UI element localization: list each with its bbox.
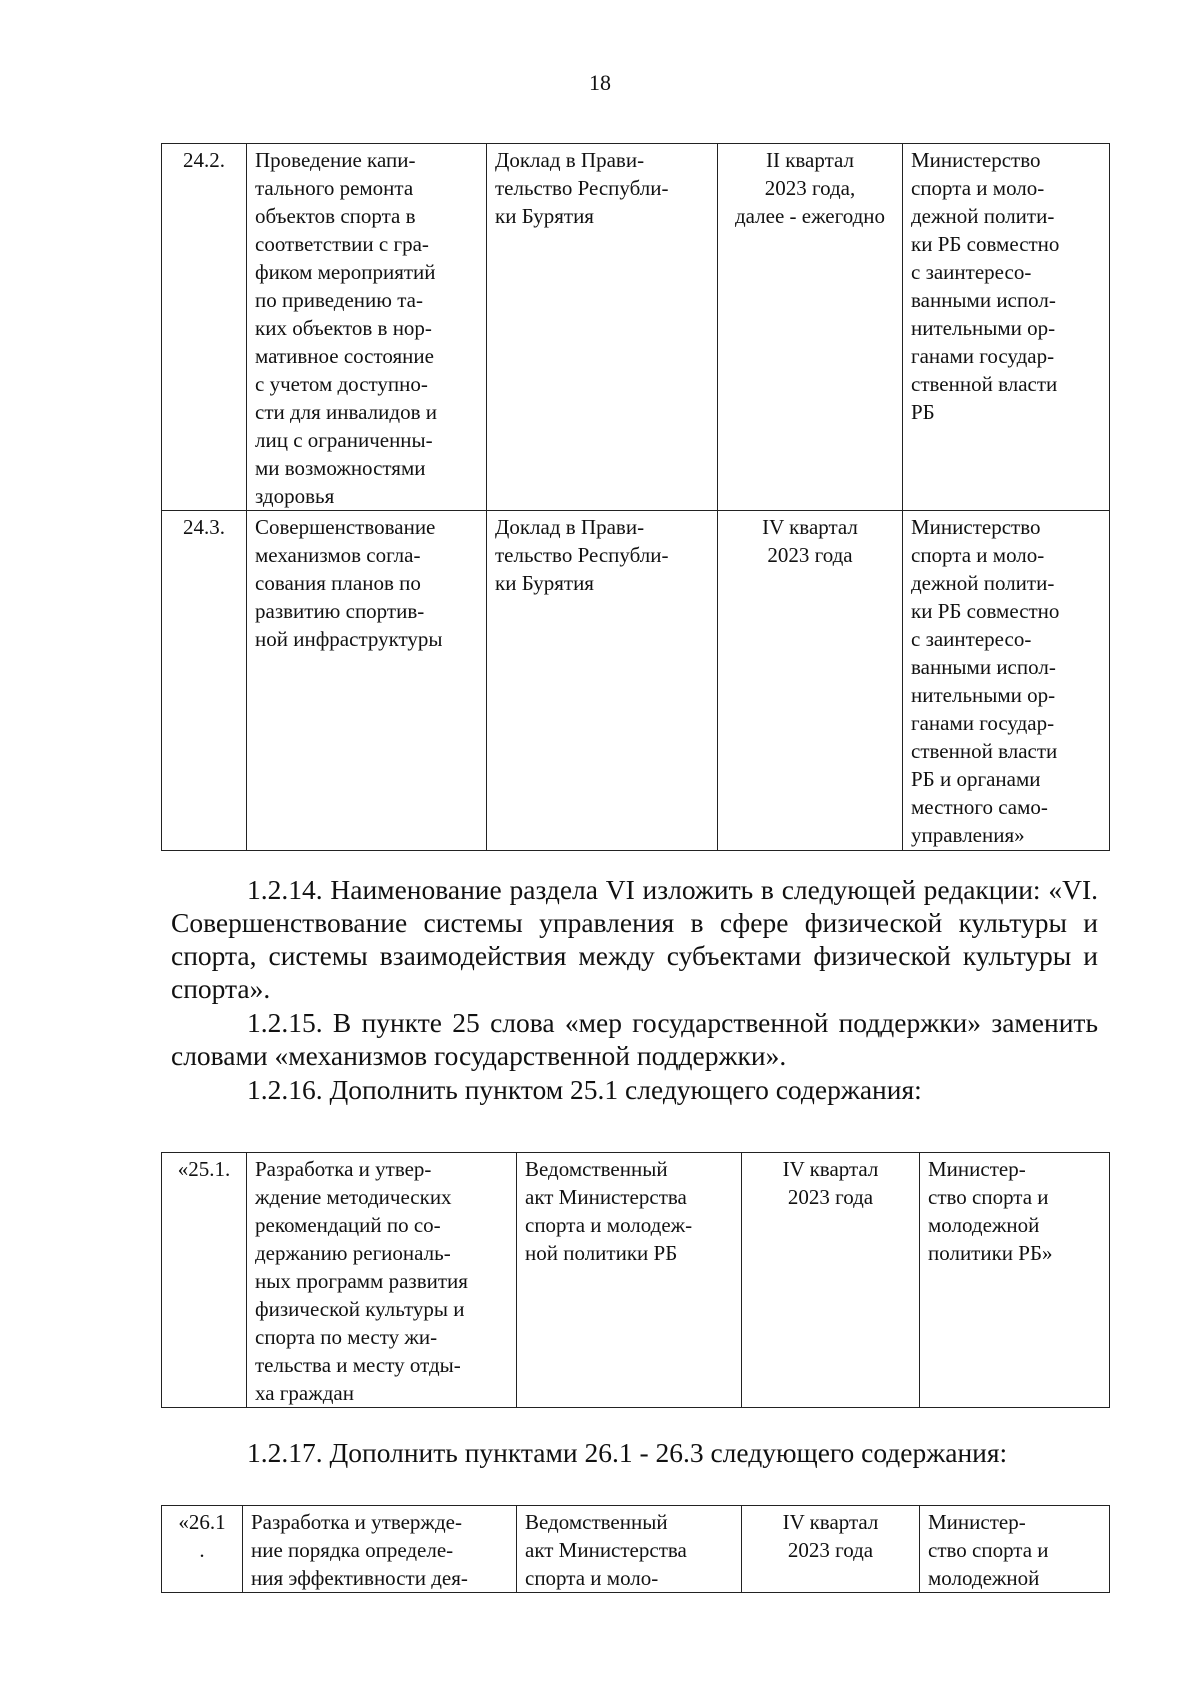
plan-table-1: [161, 143, 1110, 851]
result-cell: Ведомственный акт Министерства спорта и моло-: [517, 1506, 742, 1593]
event-cell: Разработка и утвержде- ние порядка определе- ния эффективности дея-: [243, 1506, 517, 1593]
event-cell: Совершенствование механизмов согла- сования планов по развитию спортив- ной инфраструктуры: [247, 511, 487, 851]
paragraph-1-2-17: 1.2.17. Дополнить пунктами 26.1 - 26.3 следующего содержания:: [247, 1437, 1008, 1468]
responsible-cell: Министер- ство спорта и молодежной политики РБ»: [920, 1153, 1110, 1408]
paragraph-1-2-16: 1.2.16. Дополнить пунктом 25.1 следующего содержания:: [247, 1074, 922, 1105]
plan-table-2: [161, 1152, 1110, 1408]
result-cell: Доклад в Прави- тельство Республи- ки Бурятия: [487, 511, 718, 851]
event-cell: Проведение капи- тального ремонта объектов спорта в соответствии с гра- фиком мероприятий по приведению та- ких объектов в нор- мативное состояние с учетом доступно- сти для инвалидов и лиц с ограниченны- ми возможностями здоровья: [247, 144, 487, 511]
result-cell: Ведомственный акт Министерства спорта и молодеж- ной политики РБ: [517, 1153, 742, 1408]
table-row: [162, 511, 1110, 851]
paragraph-1-2-14: 1.2.14. Наименование раздела VI изложить в следующей редакции: «VI. Совершенствование системы управления в сфере физической культуры и спорта, системы взаимодействия между субъектами физической культуры и спорта».: [171, 874, 1098, 1004]
deadline-cell: IV квартал 2023 года: [742, 1506, 920, 1593]
table-row: [162, 144, 1110, 511]
row-number: «25.1.: [162, 1153, 247, 1408]
table-row: [162, 1153, 1110, 1408]
event-cell: Разработка и утвер- ждение методических рекомендаций по со- держанию региональ- ных программ развития физической культуры и спорта по месту жи- тельства и месту отды- ха граждан: [247, 1153, 517, 1408]
responsible-cell: Министерство спорта и моло- дежной полити- ки РБ совместно с заинтересо- ванными испол- нительными ор- ганами государ- ственной власти РБ и органами местного само- управления»: [903, 511, 1110, 851]
row-number: 24.2.: [162, 144, 247, 511]
row-number: 24.3.: [162, 511, 247, 851]
page-number: 18: [589, 70, 611, 95]
deadline-cell: IV квартал 2023 года: [742, 1153, 920, 1408]
deadline-cell: IV квартал 2023 года: [718, 511, 903, 851]
row-number: «26.1 .: [162, 1506, 243, 1593]
plan-table-3: [161, 1505, 1110, 1593]
paragraph-1-2-15: 1.2.15. В пункте 25 слова «мер государственной поддержки» заменить словами «механизмов государственной поддержки».: [171, 1007, 1098, 1071]
deadline-cell: II квартал 2023 года, далее - ежегодно: [718, 144, 903, 511]
table-row: [162, 1506, 1110, 1593]
result-cell: Доклад в Прави- тельство Республи- ки Бурятия: [487, 144, 718, 511]
responsible-cell: Министерство спорта и моло- дежной полити- ки РБ совместно с заинтересо- ванными испол- нительными ор- ганами государ- ственной власти РБ: [903, 144, 1110, 511]
responsible-cell: Министер- ство спорта и молодежной: [920, 1506, 1110, 1593]
